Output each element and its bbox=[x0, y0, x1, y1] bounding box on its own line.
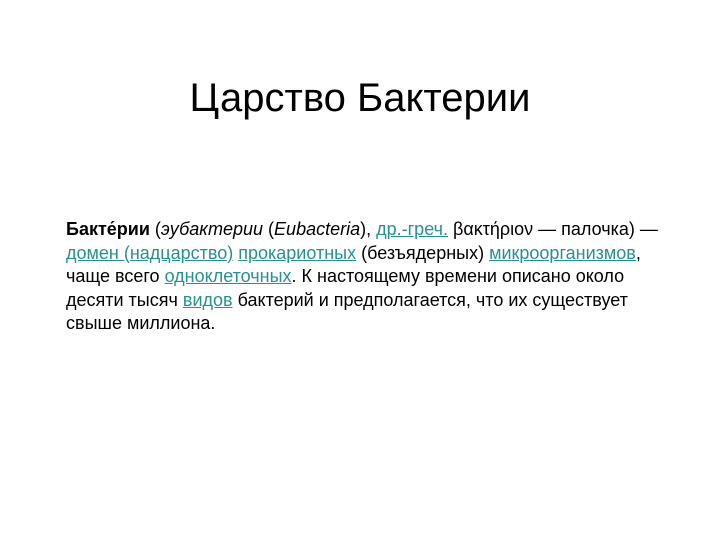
text-segment: (безъядерных) bbox=[356, 242, 490, 263]
alt-name: эубактерии bbox=[160, 219, 264, 239]
text-segment: бактерий и предполагается, что их существует свыше миллиона. bbox=[66, 289, 628, 333]
text-segment: . К настоящему времени описано около десяти тысяч bbox=[66, 266, 625, 310]
text-segment: ), bbox=[360, 219, 377, 239]
text-segment: βακτήριον — палочка) — bbox=[448, 219, 658, 239]
link-unicellular[interactable]: одноклеточных bbox=[164, 266, 292, 286]
link-ancient-greek[interactable]: др.-греч. bbox=[376, 219, 448, 239]
text-segment: , чаще всего bbox=[66, 242, 641, 286]
definition-paragraph bbox=[66, 218, 666, 336]
link-microorganisms[interactable]: микроорганизмов bbox=[489, 242, 636, 263]
link-species[interactable]: видов bbox=[182, 289, 233, 310]
text-segment: ( bbox=[149, 219, 161, 239]
term-bacteria: Бакте́рии bbox=[66, 219, 150, 239]
latin-name: Eubacteria bbox=[274, 219, 361, 239]
link-domain[interactable]: домен (надцарство) bbox=[66, 242, 234, 263]
link-prokaryotic[interactable]: прокариотных bbox=[238, 242, 357, 263]
text-segment: ( bbox=[263, 219, 275, 239]
slide-title: Царство Бактерии bbox=[189, 76, 531, 120]
